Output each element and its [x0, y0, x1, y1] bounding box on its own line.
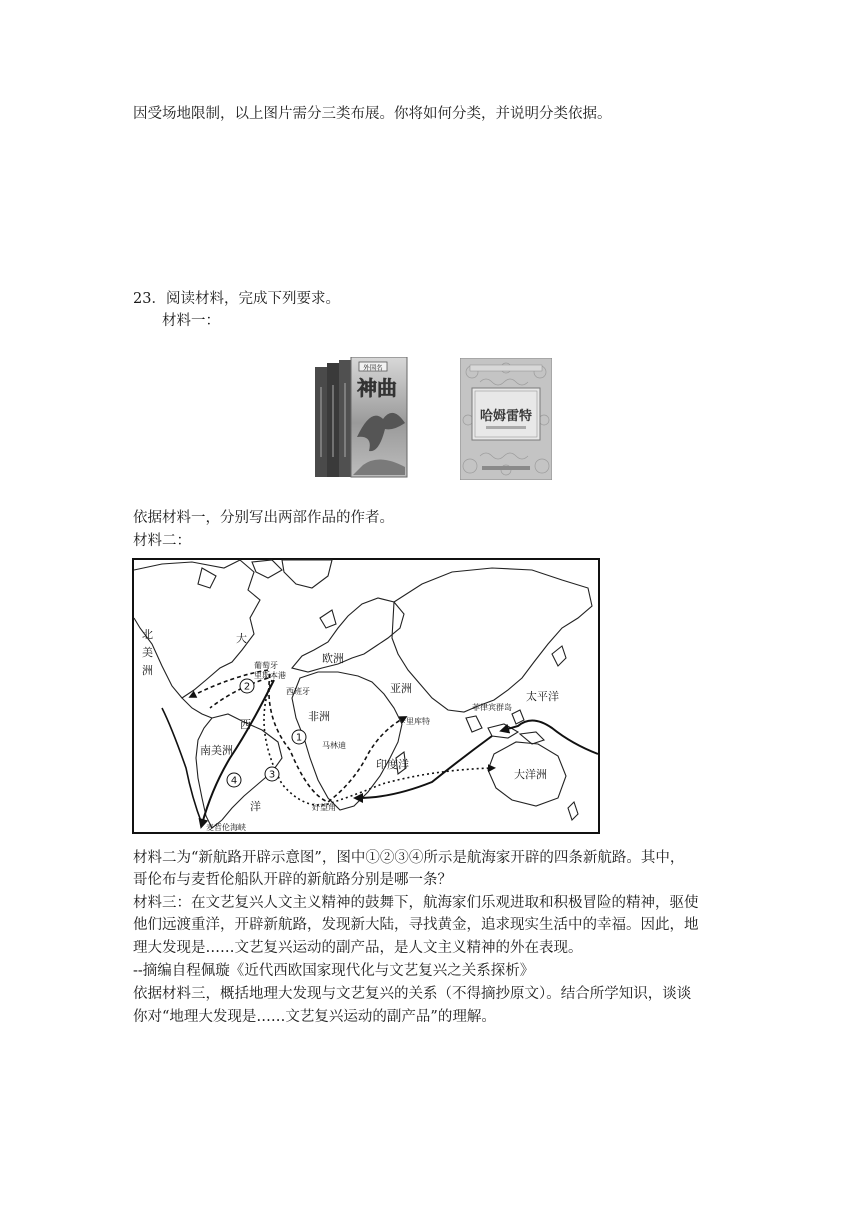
question-23: 23．阅读材料，完成下列要求。 — [133, 291, 340, 307]
label-africa: 非洲 — [308, 710, 330, 723]
label-magellan-strait: 麦哲伦海峡 — [206, 823, 246, 832]
material-3-line-1: 材料三：在文艺复兴人文主义精神的鼓舞下，航海家们乐观进取和积极冒险的精神，驱使 — [133, 895, 699, 911]
label-portugal: 葡萄牙 — [254, 661, 278, 670]
final-question-line-2: 你对“地理大发现是……文艺复兴运动的副产品”的理解。 — [133, 1009, 496, 1025]
label-lisbon: 里斯本港 — [254, 671, 286, 680]
material-2-label: 材料二： — [133, 533, 191, 549]
label-north-america-1: 北 — [142, 628, 153, 641]
intro-text: 因受场地限制，以上图片需分三类布展。你将如何分类，并说明分类依据。 — [133, 106, 612, 122]
route-2-label: 2 — [243, 681, 251, 693]
route-3-label: 3 — [268, 769, 276, 781]
material-3-line-3: 理大发现是……文艺复兴运动的副产品，是人文主义精神的外在表现。 — [133, 940, 583, 956]
material-1-label: 材料一： — [162, 313, 220, 329]
material-3-source: --摘编自程佩璇《近代西欧国家现代化与文艺复兴之关系探析》 — [133, 963, 535, 979]
label-atlantic-3: 洋 — [250, 800, 261, 813]
label-north-america-2: 美 — [142, 646, 153, 659]
label-north-america-3: 洲 — [142, 664, 153, 677]
label-south-america: 南美洲 — [200, 744, 233, 757]
divine-comedy-title: 神曲 — [357, 376, 397, 400]
divine-comedy-book-image — [313, 357, 409, 479]
route-4-label: 4 — [230, 775, 238, 787]
material-2-description-2: 哥伦布与麦哲伦船队开辟的新航路分别是哪一条？ — [133, 872, 452, 888]
label-asia: 亚洲 — [390, 682, 412, 695]
label-malindi: 马林迪 — [322, 741, 346, 750]
label-calicut: 卡里库特 — [398, 717, 430, 726]
divine-comedy-series-label: 外国名 — [363, 363, 383, 372]
label-spain: 西班牙 — [286, 687, 310, 696]
material-1-question: 依据材料一，分别写出两部作品的作者。 — [133, 510, 394, 526]
label-atlantic-2: 西 — [240, 718, 251, 731]
final-question-line-1: 依据材料三，概括地理大发现与文艺复兴的关系（不得摘抄原文）。结合所学知识，谈谈 — [133, 986, 692, 1002]
material-2-description-1: 材料二为“新航路开辟示意图”，图中①②③④所示是航海家开辟的四条新航路。其中， — [133, 850, 685, 866]
label-pacific: 太平洋 — [526, 690, 559, 703]
hamlet-book-image — [460, 358, 552, 480]
label-indian-ocean: 印度洋 — [376, 758, 409, 771]
new-sea-routes-map — [132, 558, 600, 834]
material-3-line-2: 他们远渡重洋，开辟新航路，发现新大陆，寻找黄金，追求现实生活中的幸福。因此，地 — [133, 917, 699, 933]
label-oceania: 大洋洲 — [514, 768, 547, 781]
label-cape: 好望角 — [312, 803, 336, 812]
label-europe: 欧洲 — [322, 652, 344, 665]
label-atlantic-1: 大 — [236, 632, 247, 645]
route-1-label: 1 — [295, 732, 303, 744]
hamlet-title: 哈姆雷特 — [479, 409, 533, 424]
label-philippines: 菲律宾群岛 — [472, 703, 512, 712]
